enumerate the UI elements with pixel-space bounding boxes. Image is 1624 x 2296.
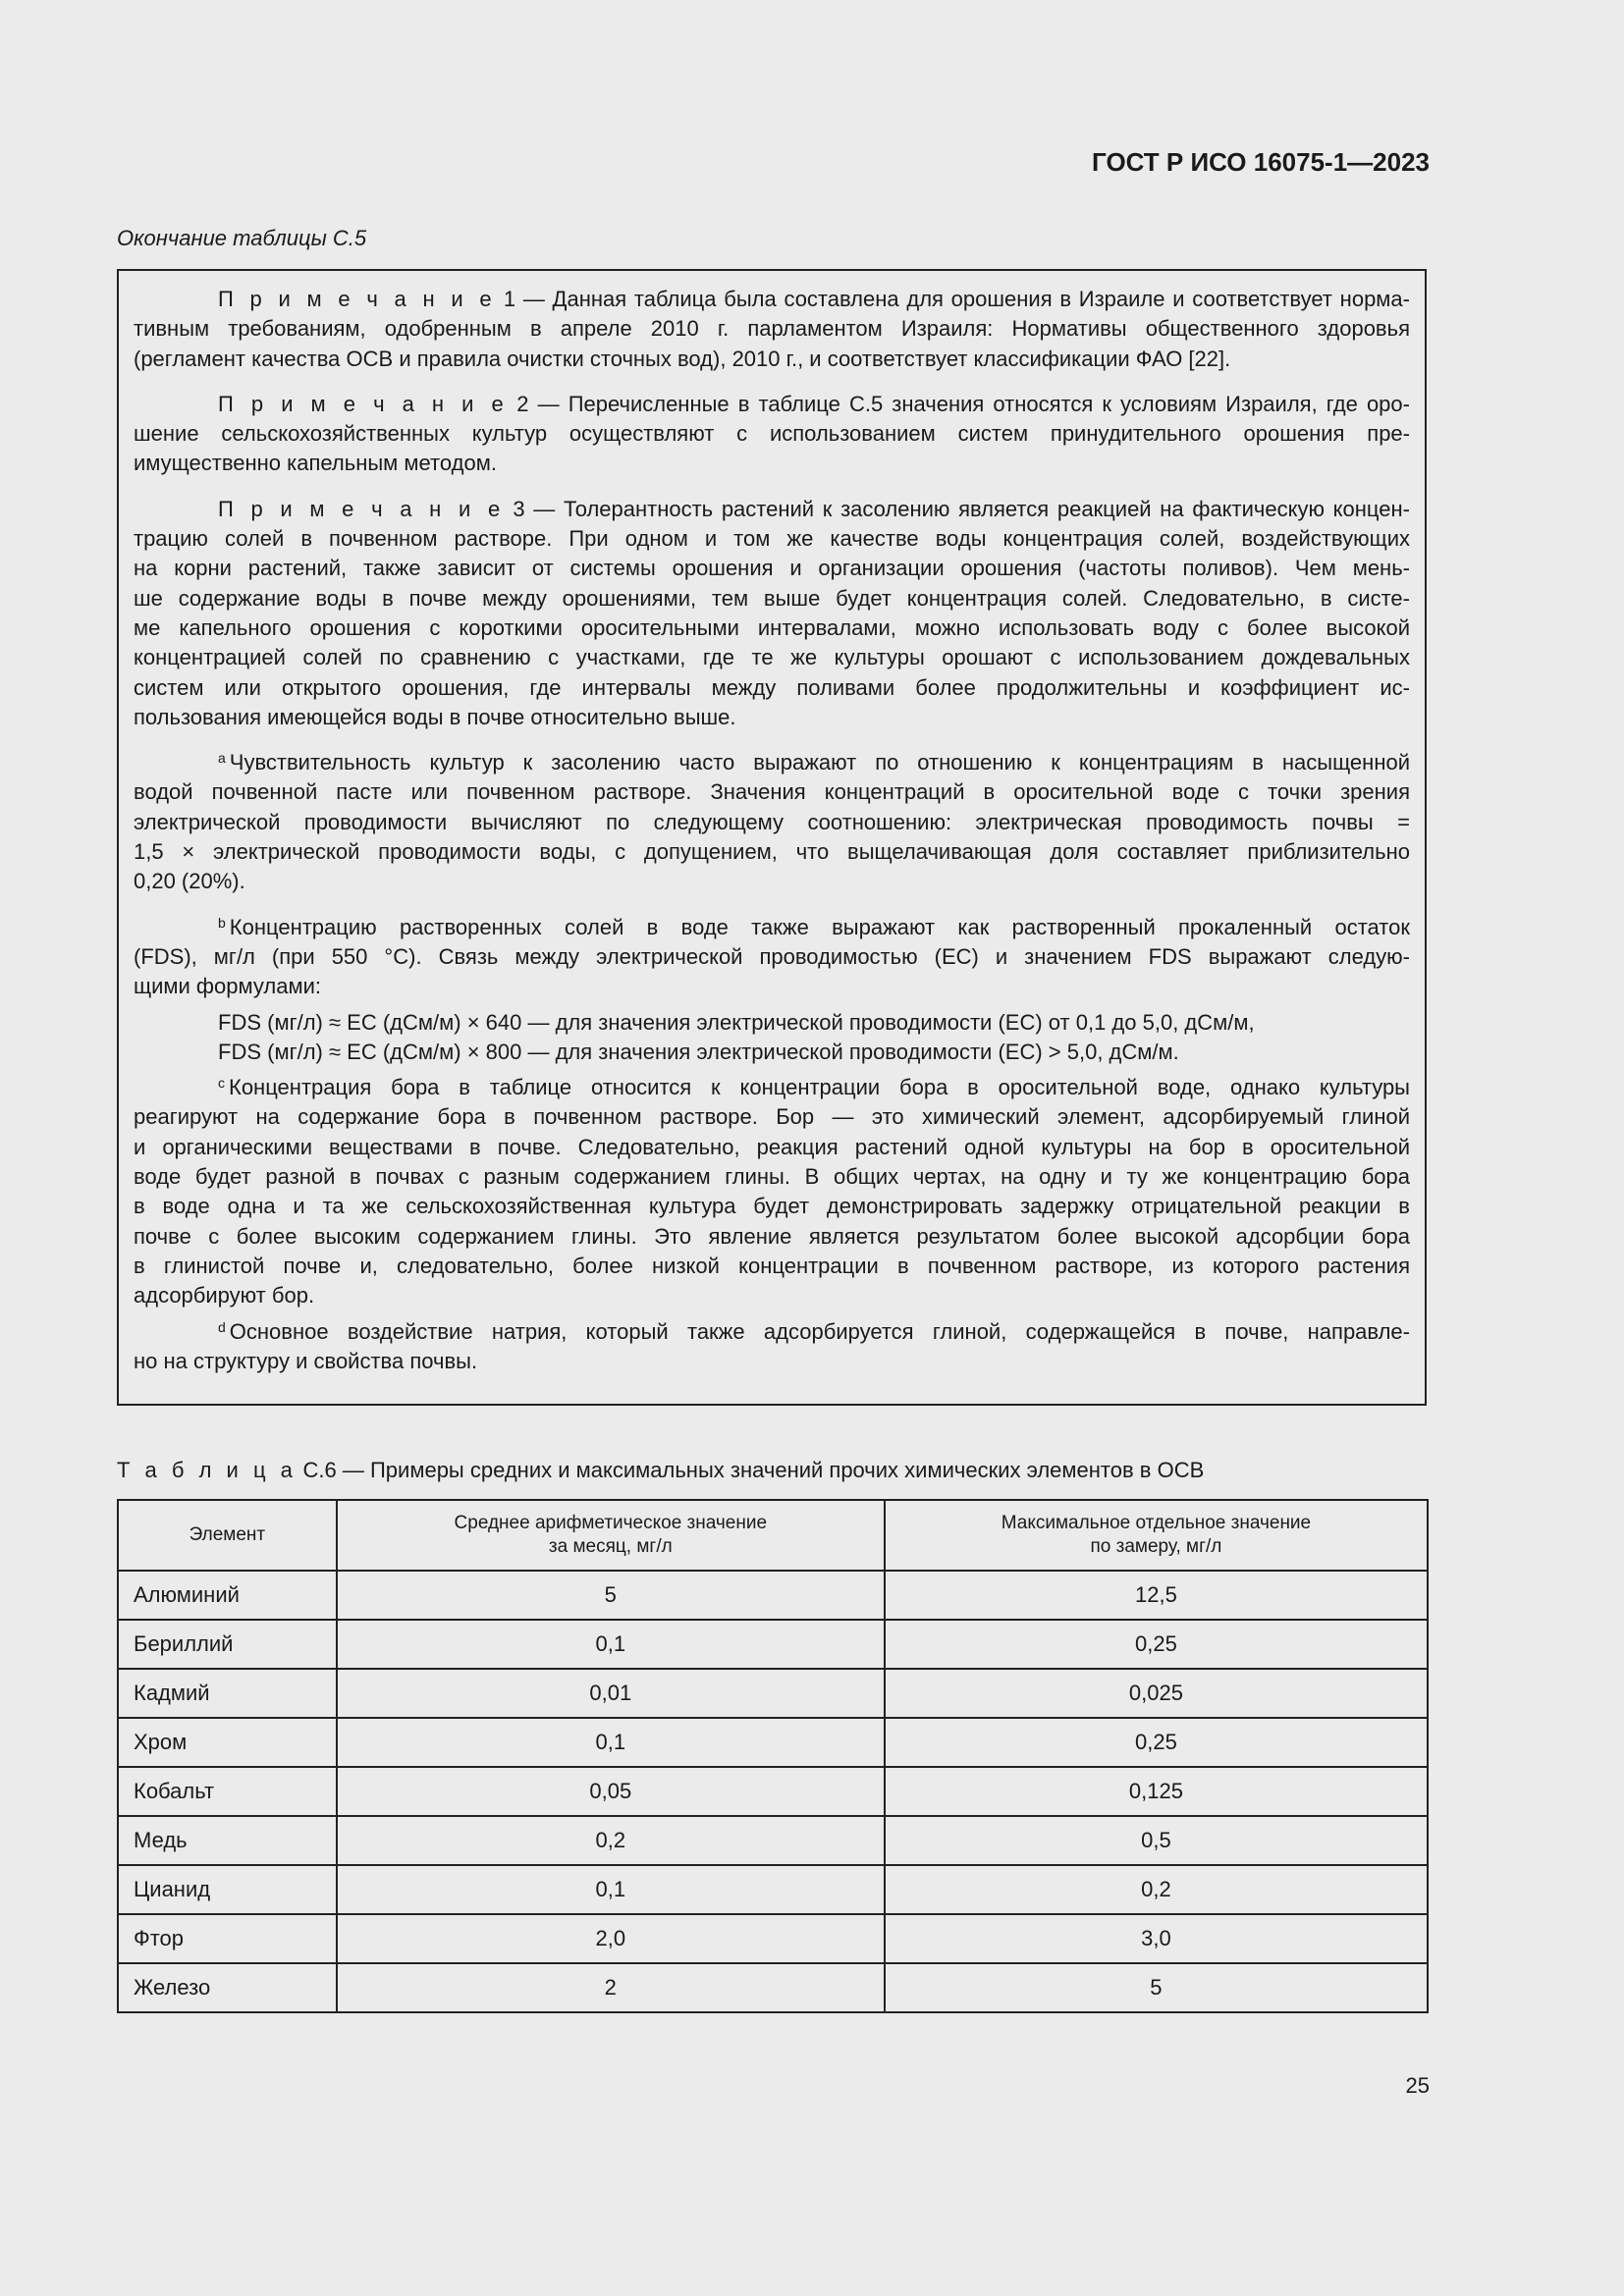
element-cell: Кобальт (118, 1767, 337, 1816)
note-text: систем или открытого орошения, где интервалы между поливами более продолжительны и коэффициент ис- (134, 674, 1410, 700)
value-cell: 0,2 (885, 1865, 1428, 1914)
footnote-line (134, 867, 1410, 896)
table-row (118, 1816, 1428, 1865)
element-cell: Цианид (118, 1865, 337, 1914)
value-cell: 12,5 (885, 1571, 1428, 1620)
footnote-line (134, 748, 1410, 777)
footnote-line (134, 1222, 1410, 1252)
element-cell: Медь (118, 1816, 337, 1865)
note-label: П р и м е ч а н и е (218, 391, 509, 416)
footnote-line (134, 808, 1410, 837)
elements-table (117, 1499, 1429, 2013)
footnote-mark: d (218, 1318, 226, 1335)
footnote-d (134, 1317, 1410, 1377)
footnote-line (134, 1102, 1410, 1132)
footnote-text: в глинистой почве и, следовательно, более низкой концентрации в почвенном растворе, из которого растения (134, 1253, 1410, 1278)
column-header-line: за месяц, мг/л (548, 1536, 673, 1557)
value-cell: 0,01 (337, 1669, 885, 1718)
footnote-text: почве с более высоким содержанием глины. Это явление является результатом более высокой адсорбции бора (134, 1223, 1410, 1249)
note-text: на корни растений, также зависит от системы орошения и организации орошения (частоты поливов). Чем мень- (134, 556, 1410, 581)
table-caption (117, 1458, 1204, 1483)
note-line (134, 285, 1410, 314)
footnote-b (134, 913, 1410, 1002)
note-line (134, 673, 1410, 703)
note-text: пользования имеющейся воды в почве относительно выше. (134, 704, 736, 729)
note-text: ше содержание воды в почве между орошениями, тем выше будет концентрация солей. Следовательно, в систе- (134, 585, 1410, 611)
note-text: имущественно капельным методом. (134, 451, 497, 476)
footnote-mark: a (218, 750, 226, 767)
footnote-line (134, 913, 1410, 942)
column-header-line: по замеру, мг/л (1090, 1536, 1222, 1557)
footnote-line (134, 1317, 1410, 1347)
note-label: П р и м е ч а н и е (218, 496, 505, 521)
table-row (118, 1620, 1428, 1669)
note-line (134, 614, 1410, 643)
note-text: 2 — Перечисленные в таблице С.5 значения относятся к условиям Израиля, где оро- (508, 391, 1410, 416)
table-row (118, 1767, 1428, 1816)
value-cell: 0,1 (337, 1865, 885, 1914)
value-cell: 5 (885, 1963, 1428, 2012)
footnote-line (134, 1252, 1410, 1281)
note-text: тивным требованиям, одобренным в апреле 2010 г. парламентом Израиля: Нормативы общественного здоровья (134, 316, 1410, 342)
note-text: концентрацией солей по сравнению с участками, где те же культуры орошают с использованием дождевальных (134, 645, 1410, 670)
value-cell: 3,0 (885, 1914, 1428, 1963)
table-caption-text: С.6 — Примеры средних и максимальных значений прочих химических элементов в ОСВ (297, 1458, 1205, 1482)
note-line (134, 345, 1410, 374)
note-line (134, 390, 1410, 419)
footnote-text: электрической проводимости вычисляют по следующему соотношению: электрическая проводимость почвы = (134, 809, 1410, 834)
element-cell: Фтор (118, 1914, 337, 1963)
footnote-text: Концентрацию растворенных солей в воде также выражают как растворенный прокаленный остаток (229, 914, 1410, 939)
note-text: трацию солей в почвенном растворе. При одном и том же качестве воды концентрация солей, воздействующих (134, 526, 1410, 552)
note-line (134, 524, 1410, 554)
note-text: ме капельного орошения с короткими оросительными интервалами, можно использовать воду с более высокой (134, 614, 1410, 640)
footnote-text: Чувствительность культур к засолению часто выражают по отношению к концентрациям в насыщенной (229, 750, 1410, 775)
footnote-line (134, 777, 1410, 807)
value-cell: 0,1 (337, 1718, 885, 1767)
footnote-a (134, 748, 1410, 896)
formula-line: FDS (мг/л) ≈ ЕС (дСм/м) × 640 — для значения электрической проводимости (ЕС) от 0,1 до 5,0, дСм/м, (218, 1009, 1255, 1035)
notes-box (117, 269, 1427, 1406)
footnote-text: реагируют на содержание бора в почвенном растворе. Бор — это химический элемент, адсорбируемый глиной (134, 1104, 1410, 1130)
note-1 (134, 285, 1410, 374)
footnote-text: водой почвенной пасте или почвенном растворе. Значения концентраций в оросительной воде с точки зрения (134, 779, 1410, 805)
element-cell: Алюминий (118, 1571, 337, 1620)
table-row (118, 1669, 1428, 1718)
table-caption-label: Т а б л и ц а (117, 1458, 298, 1482)
value-cell: 0,25 (885, 1718, 1428, 1767)
column-header-line: Среднее арифметическое значение (454, 1513, 768, 1533)
footnote-c (134, 1073, 1410, 1310)
note-2 (134, 390, 1410, 479)
value-cell: 0,05 (337, 1767, 885, 1816)
footnote-line (134, 1192, 1410, 1221)
value-cell: 0,1 (337, 1620, 885, 1669)
document-id: ГОСТ Р ИСО 16075-1—2023 (1092, 147, 1430, 177)
note-line (134, 449, 1410, 478)
footnote-line (134, 972, 1410, 1001)
footnote-text: 1,5 × электрической проводимости воды, с допущением, что выщелачивающая доля составляет приблизительно (134, 839, 1410, 865)
note-line (134, 495, 1410, 524)
note-text: 1 — Данная таблица была составлена для орошения в Израиле и соответствует норма- (496, 287, 1410, 311)
element-cell: Кадмий (118, 1669, 337, 1718)
note-line (134, 419, 1410, 449)
footnote-text: Концентрация бора в таблице относится к концентрации бора в оросительной воде, однако культуры (229, 1075, 1410, 1100)
footnote-text: и органическими веществами в почве. Следовательно, реакция растений одной культуры на бор в оросительной (134, 1134, 1410, 1159)
footnote-mark: c (218, 1075, 225, 1092)
footnote-text: Основное воздействие натрия, который также адсорбируется глиной, содержащейся в почве, направле- (229, 1318, 1410, 1344)
value-cell: 0,5 (885, 1816, 1428, 1865)
note-line (134, 584, 1410, 614)
footnote-text: воде будет разной в почвах с разным содержанием глины. В общих чертах, на одну и ту же концентрацию бора (134, 1164, 1410, 1190)
table-continuation-label: Окончание таблицы С.5 (117, 226, 367, 250)
footnote-line (134, 1073, 1410, 1102)
footnote-line (134, 1133, 1410, 1162)
value-cell: 0,025 (885, 1669, 1428, 1718)
column-header-line: Максимальное отдельное значение (1001, 1513, 1312, 1533)
table-row (118, 1571, 1428, 1620)
footnote-line (134, 837, 1410, 867)
footnote-text: 0,20 (20%). (134, 869, 245, 894)
footnote-line (134, 1347, 1410, 1376)
footnote-line (134, 1162, 1410, 1192)
footnote-text: щими формулами: (134, 974, 321, 999)
note-3 (134, 495, 1410, 732)
table-row (118, 1865, 1428, 1914)
element-cell: Железо (118, 1963, 337, 2012)
note-text: шение сельскохозяйственных культур осуществляют с использованием систем принудительного орошения пре- (134, 421, 1410, 447)
footnote-text: (FDS), мг/л (при 550 °С). Связь между электрической проводимостью (ЕС) и значением FDS выражают следую- (134, 943, 1410, 969)
table-row (118, 1718, 1428, 1767)
table-row (118, 1963, 1428, 2012)
column-header (885, 1500, 1428, 1571)
footnote-mark: b (218, 914, 226, 931)
element-cell: Хром (118, 1718, 337, 1767)
table-row (118, 1914, 1428, 1963)
column-header-line: Элемент (189, 1524, 266, 1545)
footnote-text: адсорбируют бор. (134, 1283, 315, 1308)
formula-line: FDS (мг/л) ≈ ЕС (дСм/м) × 800 — для значения электрической проводимости (ЕС) > 5,0, дСм/м. (218, 1039, 1179, 1064)
element-cell: Бериллий (118, 1620, 337, 1669)
value-cell: 0,125 (885, 1767, 1428, 1816)
footnote-line (134, 942, 1410, 972)
value-cell: 0,25 (885, 1620, 1428, 1669)
note-line (134, 703, 1410, 732)
page-number: 25 (1405, 2073, 1430, 2098)
value-cell: 0,2 (337, 1816, 885, 1865)
note-line (134, 314, 1410, 344)
note-label: П р и м е ч а н и е (218, 287, 497, 311)
footnote-text: но на структуру и свойства почвы. (134, 1348, 478, 1373)
formulas (134, 1008, 1410, 1068)
value-cell: 2 (337, 1963, 885, 2012)
column-header (118, 1500, 337, 1571)
table-header-row (118, 1500, 1428, 1571)
footnote-text: в воде одна и та же сельскохозяйственная культура будет демонстрировать задержку отрицательной реакции в (134, 1194, 1410, 1219)
note-text: 3 — Толерантность растений к засолению является реакцией на фактическую концен- (504, 496, 1410, 521)
note-line (134, 554, 1410, 583)
value-cell: 5 (337, 1571, 885, 1620)
note-text: (регламент качества ОСВ и правила очистки сточных вод), 2010 г., и соответствует классификации ФАО [22]. (134, 346, 1231, 371)
note-line (134, 643, 1410, 672)
footnote-line (134, 1281, 1410, 1310)
value-cell: 2,0 (337, 1914, 885, 1963)
column-header (337, 1500, 885, 1571)
